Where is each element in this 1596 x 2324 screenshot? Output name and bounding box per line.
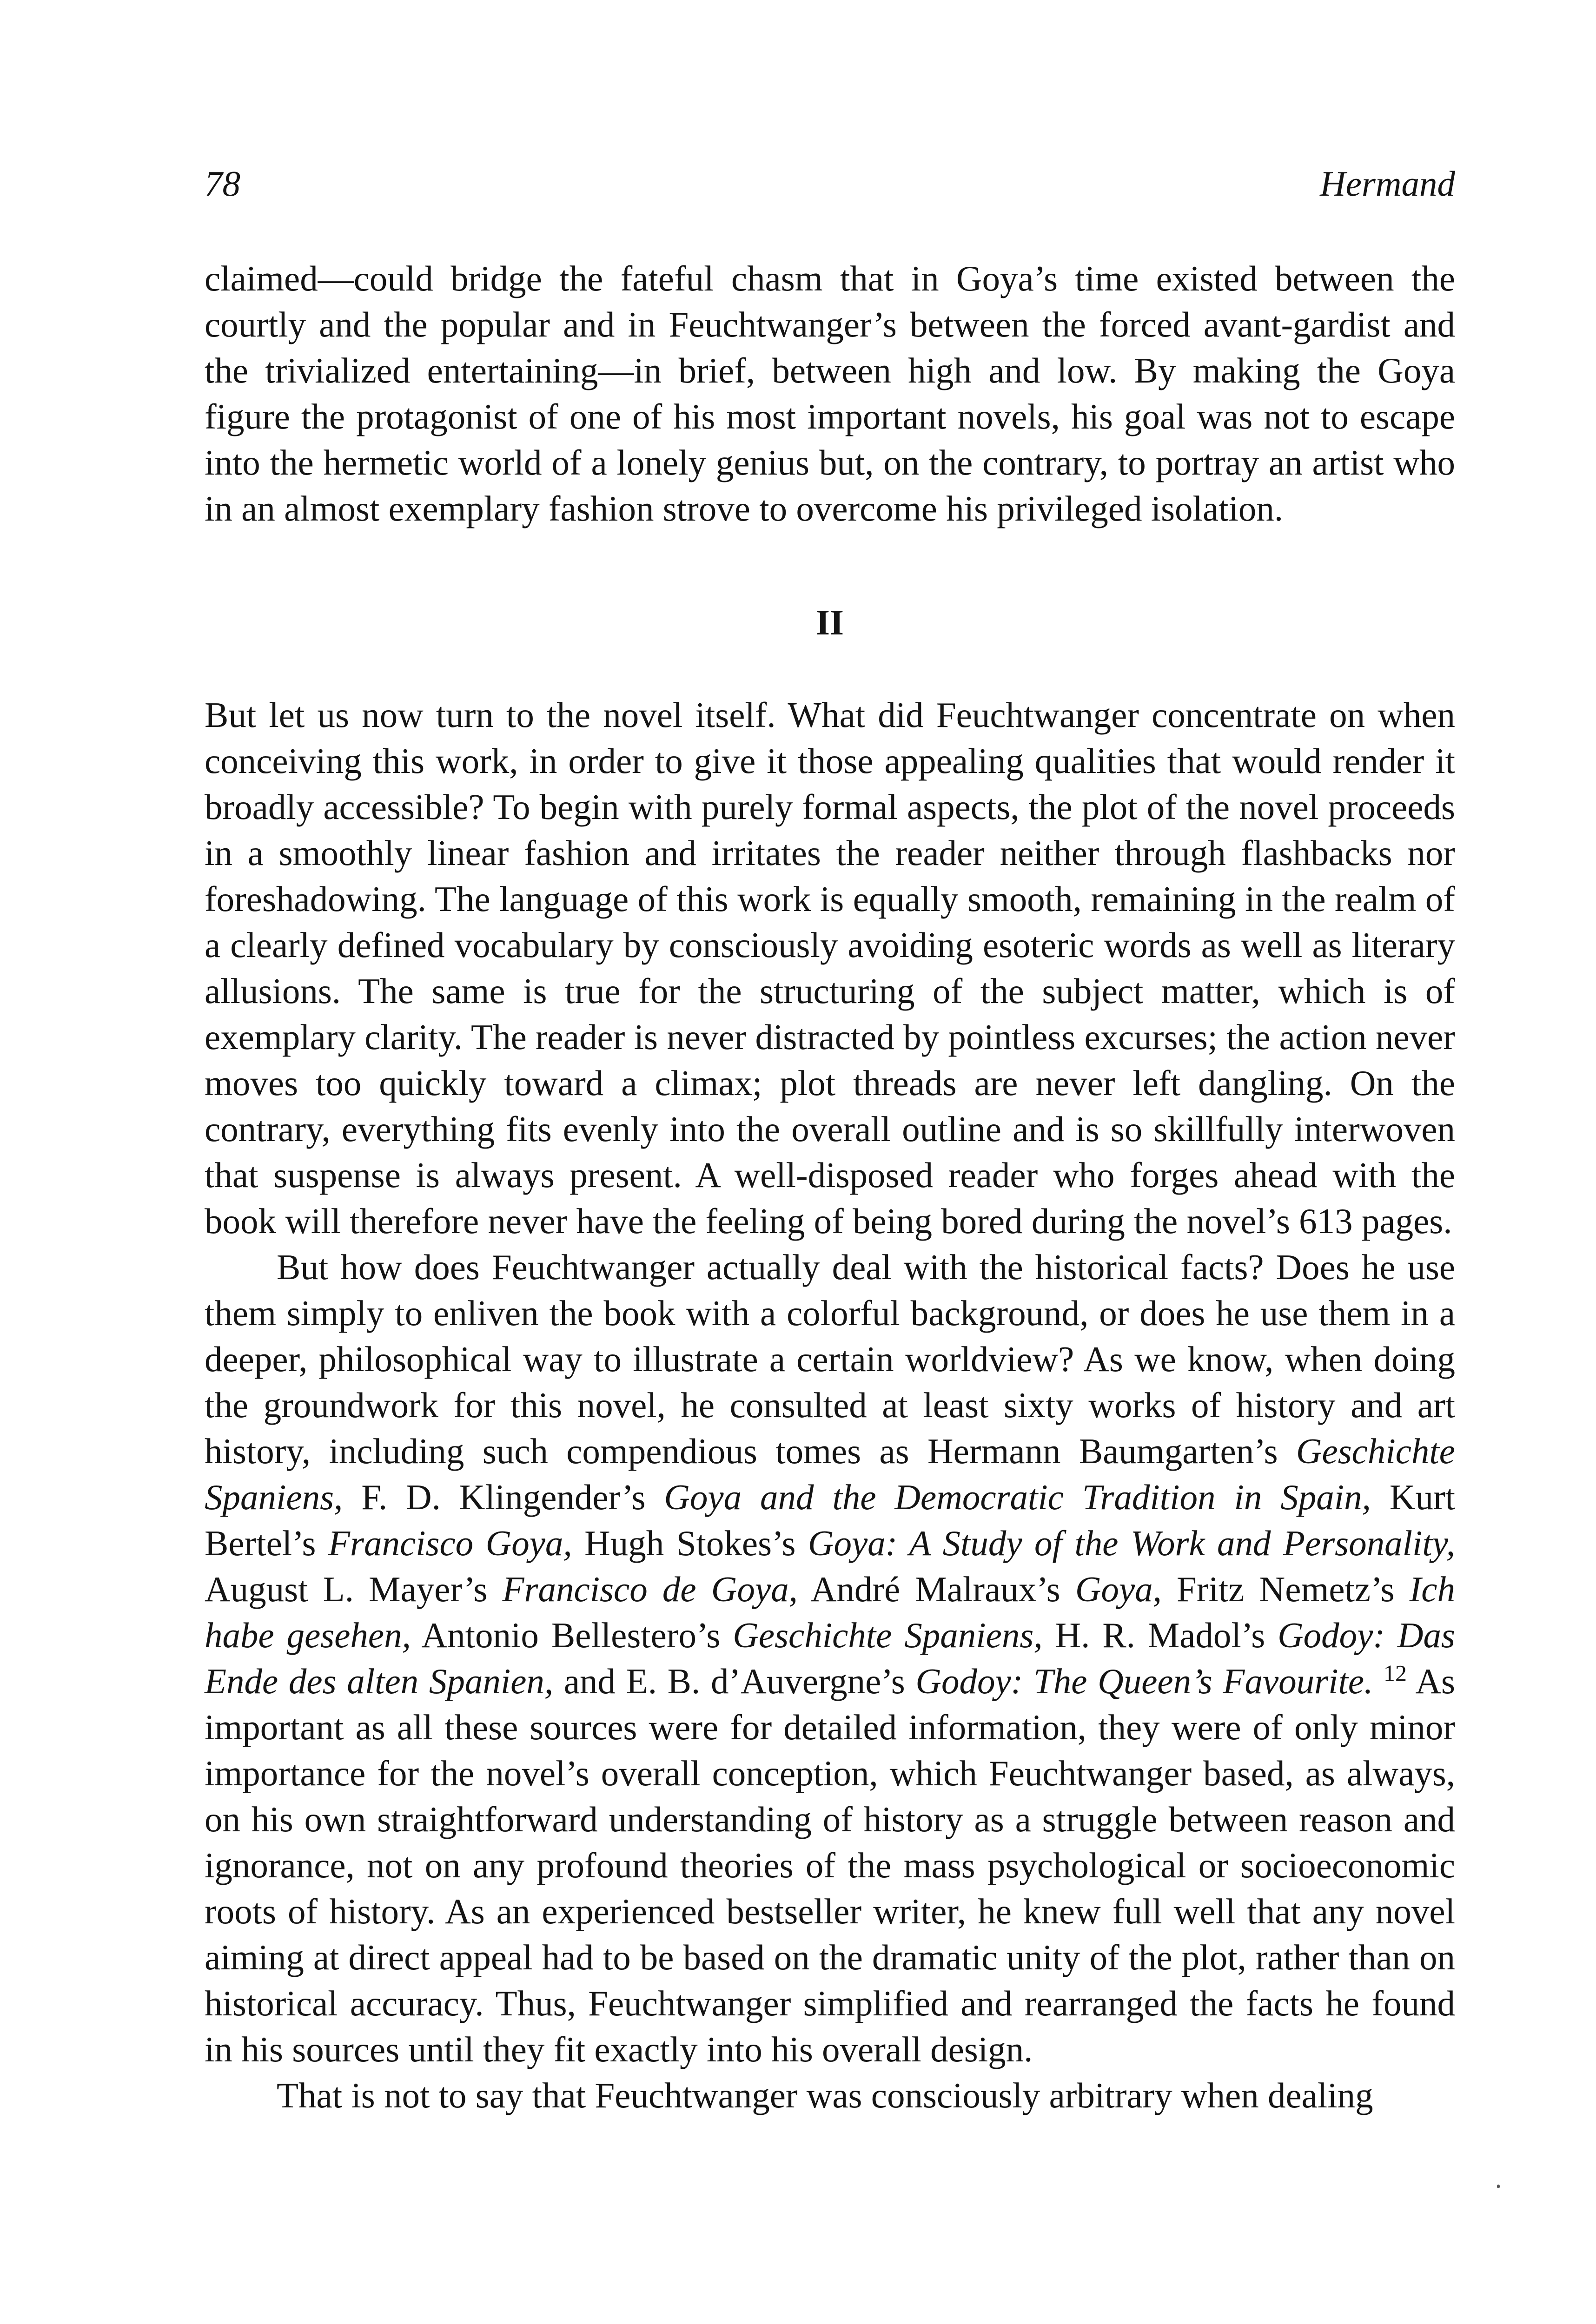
- text-run: and E. B. d’Auvergne’s: [553, 1661, 916, 1701]
- book-title: Geschichte Spaniens,: [205, 1431, 1455, 1517]
- body-text: [205, 256, 1455, 2119]
- text-run: Hugh Stokes’s: [572, 1523, 808, 1563]
- book-title: Francisco Goya,: [328, 1523, 572, 1563]
- text-run: As important as all these sources were for detailed information, they were of only minor importance for the novel’s overall conception, which Feuchtwanger based, as always, on his own straightforward understanding of history as a struggle between reason and ignorance, not on any profound theories of the mass psychological or socioeconomic roots of history. As an experienced bestseller writer, he knew full well that any novel aiming at direct appeal had to be based on the dramatic unity of the plot, rather than on historical accuracy. Thus, Feuchtwanger simplified and rearranged the facts he found in his sources until they fit exactly into his overall design.: [205, 1661, 1456, 2069]
- paragraph-continued: claimed—could bridge the fateful chasm that in Goya’s time existed between the courtly and the popular and in Feuchtwanger’s between the forced avant-gardist and the trivialized entertaining—in brief, between high and low. By making the Goya figure the protagonist of one of his most important novels, his goal was not to escape into the hermetic world of a lonely genius but, on the contrary, to portray an artist who in an almost exemplary fashion strove to overcome his privileged isolation.: [205, 258, 1455, 528]
- paragraph-truncated: That is not to say that Feuchtwanger was consciously arbitrary when dealing: [277, 2075, 1373, 2115]
- book-title: Francisco de Goya,: [502, 1569, 798, 1609]
- book-title: Goya and the Democratic Tradition in Spain,: [664, 1477, 1371, 1517]
- book-title: Geschichte Spaniens,: [733, 1615, 1043, 1655]
- book-title: Godoy: The Queen’s Favourite.: [915, 1661, 1373, 1701]
- text-run: André Malraux’s: [797, 1569, 1075, 1609]
- page-number: 78: [205, 164, 240, 204]
- book-title: Goya,: [1075, 1569, 1162, 1609]
- running-title: Hermand: [1320, 164, 1455, 204]
- footnote-marker: 12: [1384, 1660, 1407, 1686]
- paragraph-novel-qualities: But let us now turn to the novel itself. What did Feuchtwanger concentrate on when conceiving this work, in order to give it those appealing qualities that would render it broadly accessible? To begin with purely formal aspects, the plot of the novel proceeds in a smoothly linear fashion and irritates the reader neither through flashbacks nor foreshadowing. The language of this work is equally smooth, remaining in the realm of a clearly defined vocabulary by consciously avoiding esoteric words as well as literary allusions. The same is true for the structuring of the subject matter, which is of exemplary clarity. The reader is never distracted by pointless excurses; the action never moves too quickly toward a climax; plot threads are never left dangling. On the contrary, everything fits evenly into the overall outline and is so skillfully interwoven that suspense is always present. A well-disposed reader who forges ahead with the book will therefore never have the feeling of being bored during the novel’s 613 pages.: [205, 695, 1455, 1241]
- text-run: Antonio Bellestero’s: [411, 1615, 733, 1655]
- text-run: August L. Mayer’s: [205, 1569, 503, 1609]
- scan-speck: [1497, 2185, 1500, 2188]
- text-run: F. D. Klingender’s: [343, 1477, 664, 1517]
- text-run: H. R. Madol’s: [1042, 1615, 1278, 1655]
- running-head: [205, 158, 1455, 209]
- book-title: Godoy: Das Ende des alten Spanien,: [205, 1615, 1455, 1701]
- section-heading: II: [816, 602, 844, 642]
- book-title: Ich habe gesehen,: [205, 1569, 1455, 1655]
- book-page: [205, 158, 1455, 2119]
- text-run: Kurt Bertel’s: [205, 1477, 1455, 1563]
- paragraph-historical-facts: [205, 1244, 1455, 2073]
- text-run: But how does Feuchtwanger actually deal with the historical facts? Does he use them simply to enliven the book with a colorful background, or does he use them in a deeper, philosophical way to illustrate a certain worldview? As we know, when doing the groundwork for this novel, he consulted at least sixty works of history and art history, including such compendious tomes as Hermann Baumgarten’s: [205, 1247, 1455, 1471]
- text-run: Fritz Nemetz’s: [1161, 1569, 1410, 1609]
- book-title: Goya: A Study of the Work and Personality,: [808, 1523, 1455, 1563]
